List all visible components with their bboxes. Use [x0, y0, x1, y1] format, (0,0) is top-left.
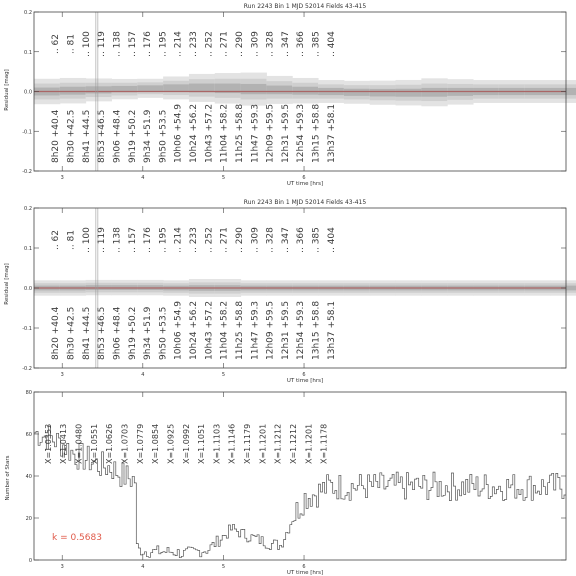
airmass-label: X=1.0413 — [59, 423, 69, 464]
coordinate-label: 10h43 +57.2 — [204, 300, 215, 360]
field-number-label: .. 271 — [219, 31, 230, 57]
coordinate-label: 9h06 +48.4 — [112, 109, 123, 163]
y-tick-label: 60 — [25, 432, 32, 438]
airmass-label: X=1.0779 — [135, 423, 145, 464]
residual-core-cell — [241, 84, 267, 94]
field-number-label: .. 309 — [250, 31, 261, 57]
field-number-label: .. 404 — [326, 227, 337, 253]
y-tick-label: -0.1 — [22, 129, 32, 136]
extinction-coefficient-label: k = 0.5683 — [52, 533, 102, 543]
coordinate-label: 9h50 +53.5 — [158, 109, 169, 163]
coordinate-label: 8h41 +44.5 — [81, 109, 92, 163]
y-tick-label: 0.1 — [24, 246, 32, 252]
field-number-label: .. 252 — [204, 227, 215, 253]
airmass-label: X=1.1212 — [273, 423, 283, 464]
coordinate-label: 11h25 +58.8 — [234, 103, 245, 163]
field-number-label: .. 233 — [189, 31, 200, 57]
coordinate-label: 13h15 +58.8 — [311, 103, 322, 163]
airmass-label: X=1.0854 — [151, 423, 161, 464]
coordinate-label: 8h20 +40.4 — [51, 306, 62, 360]
field-number-label: .. 252 — [204, 31, 215, 57]
airmass-label: X=1.1212 — [288, 423, 298, 464]
coordinate-label: 8h53 +46.5 — [97, 306, 108, 360]
x-axis-label-bottom: UT time [hrs] — [286, 570, 324, 576]
field-number-label: .. 385 — [311, 227, 322, 253]
airmass-label: X=1.0703 — [120, 423, 130, 464]
airmass-label: X=1.1178 — [319, 423, 329, 464]
coordinate-label: 11h04 +58.2 — [219, 300, 230, 360]
x-tick-label: 4 — [141, 564, 145, 570]
airmass-label: X=1.1201 — [258, 423, 268, 464]
coordinate-label: 9h34 +51.9 — [143, 306, 154, 360]
residual-core-cell — [137, 85, 163, 91]
y-axis-label-top: Residual [mag] — [4, 69, 10, 111]
x-tick-label: 6 — [302, 175, 306, 181]
airmass-label: X=1.1051 — [197, 423, 207, 464]
x-tick-label: 3 — [60, 372, 64, 378]
field-number-label: .. 328 — [265, 227, 276, 253]
x-tick-label: 6 — [302, 372, 306, 378]
field-number-label: .. 62 — [51, 229, 62, 251]
coordinate-label: 9h19 +50.2 — [127, 306, 138, 360]
x-tick-label: 4 — [141, 372, 145, 378]
field-number-label: .. 347 — [280, 227, 291, 253]
field-number-label: .. 138 — [112, 31, 123, 57]
field-number-label: .. 157 — [127, 31, 138, 57]
field-number-label: .. 138 — [112, 227, 123, 253]
field-number-label: .. 366 — [296, 31, 307, 57]
x-tick-label: 3 — [60, 564, 64, 570]
x-tick-label: 3 — [60, 175, 64, 181]
field-number-label: .. 290 — [234, 31, 245, 57]
coordinate-label: 9h19 +50.2 — [127, 109, 138, 163]
coordinate-label: 10h24 +56.2 — [189, 103, 200, 163]
coordinate-label: 12h09 +59.5 — [265, 103, 276, 163]
residual-core-cell — [421, 88, 447, 97]
field-number-label: .. 81 — [66, 33, 77, 55]
airmass-label: X=1.0480 — [74, 423, 84, 464]
y-tick-label: -0.1 — [22, 326, 32, 332]
x-tick-label: 4 — [141, 175, 145, 181]
x-axis-label-top: UT time [hrs] — [286, 181, 324, 187]
field-number-label: .. 214 — [173, 31, 184, 57]
coordinate-label: 10h06 +54.9 — [173, 103, 184, 163]
coordinate-label: 12h54 +59.3 — [296, 300, 307, 360]
y-tick-label: -0.2 — [22, 366, 32, 372]
x-axis-label-middle: UT time [hrs] — [286, 378, 324, 384]
y-tick-label: 80 — [25, 390, 32, 396]
coordinate-label: 12h54 +59.3 — [296, 103, 307, 163]
coordinate-label: 10h43 +57.2 — [204, 103, 215, 163]
y-axis-label-middle: Residual [mag] — [4, 263, 10, 305]
coordinate-label: 9h06 +48.4 — [112, 306, 123, 360]
field-number-label: .. 328 — [265, 31, 276, 57]
field-number-label: .. 157 — [127, 227, 138, 253]
y-tick-label: 0.0 — [24, 286, 32, 292]
field-number-label: .. 81 — [66, 229, 77, 251]
field-number-label: .. 176 — [143, 31, 154, 57]
airmass-label: X=1.1103 — [212, 423, 222, 464]
y-tick-label: 0 — [28, 558, 32, 564]
coordinate-label: 9h50 +53.5 — [158, 306, 169, 360]
field-number-label: .. 176 — [143, 227, 154, 253]
coordinate-label: 8h30 +42.5 — [66, 109, 77, 163]
airmass-label: X=1.0992 — [181, 423, 191, 464]
coordinate-label: 11h25 +58.8 — [234, 300, 245, 360]
y-tick-label: 0.1 — [24, 49, 32, 56]
coordinate-label: 12h31 +59.5 — [280, 300, 291, 360]
residual-core-cell — [266, 86, 292, 95]
coordinate-label: 11h04 +58.2 — [219, 103, 230, 163]
coordinate-label: 8h41 +44.5 — [81, 306, 92, 360]
coordinate-label: 13h15 +58.8 — [311, 300, 322, 360]
field-number-label: .. 119 — [97, 31, 108, 57]
residual-core-cell — [60, 87, 86, 95]
residual-core-cell — [86, 86, 112, 93]
airmass-label: X=1.1201 — [304, 423, 314, 464]
coordinate-label: 13h37 +58.1 — [326, 103, 337, 163]
residual-core-cell — [396, 89, 422, 97]
panel-title-top: Run 2243 Bin 1 MJD 52014 Fields 43-415 — [243, 3, 367, 10]
field-number-label: .. 100 — [81, 31, 92, 57]
coordinate-label: 12h31 +59.5 — [280, 103, 291, 163]
y-axis-label-bottom: Number of Stars — [5, 455, 11, 501]
panel-title-middle: Run 2243 Bin 1 MJD 52014 Fields 43-415 — [243, 199, 367, 206]
field-number-label: .. 366 — [296, 227, 307, 253]
coordinate-label: 9h34 +51.9 — [143, 109, 154, 163]
y-tick-label: -0.2 — [22, 169, 32, 175]
coordinate-label: 10h24 +56.2 — [189, 300, 200, 360]
field-number-label: .. 309 — [250, 227, 261, 253]
y-tick-label: 0.2 — [24, 10, 32, 16]
coordinate-label: 11h47 +59.3 — [250, 300, 261, 360]
x-tick-label: 5 — [221, 564, 226, 570]
field-number-label: .. 290 — [234, 227, 245, 253]
y-tick-label: 40 — [25, 474, 32, 480]
x-tick-label: 5 — [221, 175, 226, 181]
airmass-label: X=1.0353 — [43, 423, 53, 464]
y-tick-label: 0.0 — [24, 89, 32, 96]
residual-core-cell — [344, 89, 370, 96]
field-number-label: .. 119 — [97, 227, 108, 253]
coordinate-label: 8h53 +46.5 — [97, 109, 108, 163]
coordinate-label: 13h37 +58.1 — [326, 300, 337, 360]
field-number-label: .. 62 — [51, 33, 62, 55]
airmass-label: X=1.0626 — [105, 423, 115, 464]
coordinate-label: 8h20 +40.4 — [51, 109, 62, 163]
y-tick-label: 0.2 — [24, 206, 32, 212]
field-number-label: .. 233 — [189, 227, 200, 253]
field-number-label: .. 214 — [173, 227, 184, 253]
airmass-label: X=1.0551 — [89, 423, 99, 464]
x-tick-label: 5 — [221, 372, 226, 378]
field-number-label: .. 404 — [326, 31, 337, 57]
field-number-label: .. 195 — [158, 31, 169, 57]
field-number-label: .. 347 — [280, 31, 291, 57]
residual-core-cell — [292, 87, 318, 95]
field-number-label: .. 271 — [219, 227, 230, 253]
coordinate-label: 12h09 +59.5 — [265, 300, 276, 360]
airmass-label: X=1.0925 — [166, 423, 176, 464]
field-number-label: .. 385 — [311, 31, 322, 57]
field-number-label: .. 100 — [81, 227, 92, 253]
airmass-label: X=1.1179 — [243, 423, 253, 464]
x-tick-label: 6 — [302, 564, 306, 570]
residual-core-cell — [163, 84, 189, 91]
residual-core-cell — [370, 89, 396, 97]
y-tick-label: 20 — [25, 516, 32, 522]
airmass-label: X=1.1146 — [227, 423, 237, 464]
coordinate-label: 10h06 +54.9 — [173, 300, 184, 360]
coordinate-label: 11h47 +59.3 — [250, 103, 261, 163]
coordinate-label: 8h30 +42.5 — [66, 306, 77, 360]
field-number-label: .. 195 — [158, 227, 169, 253]
